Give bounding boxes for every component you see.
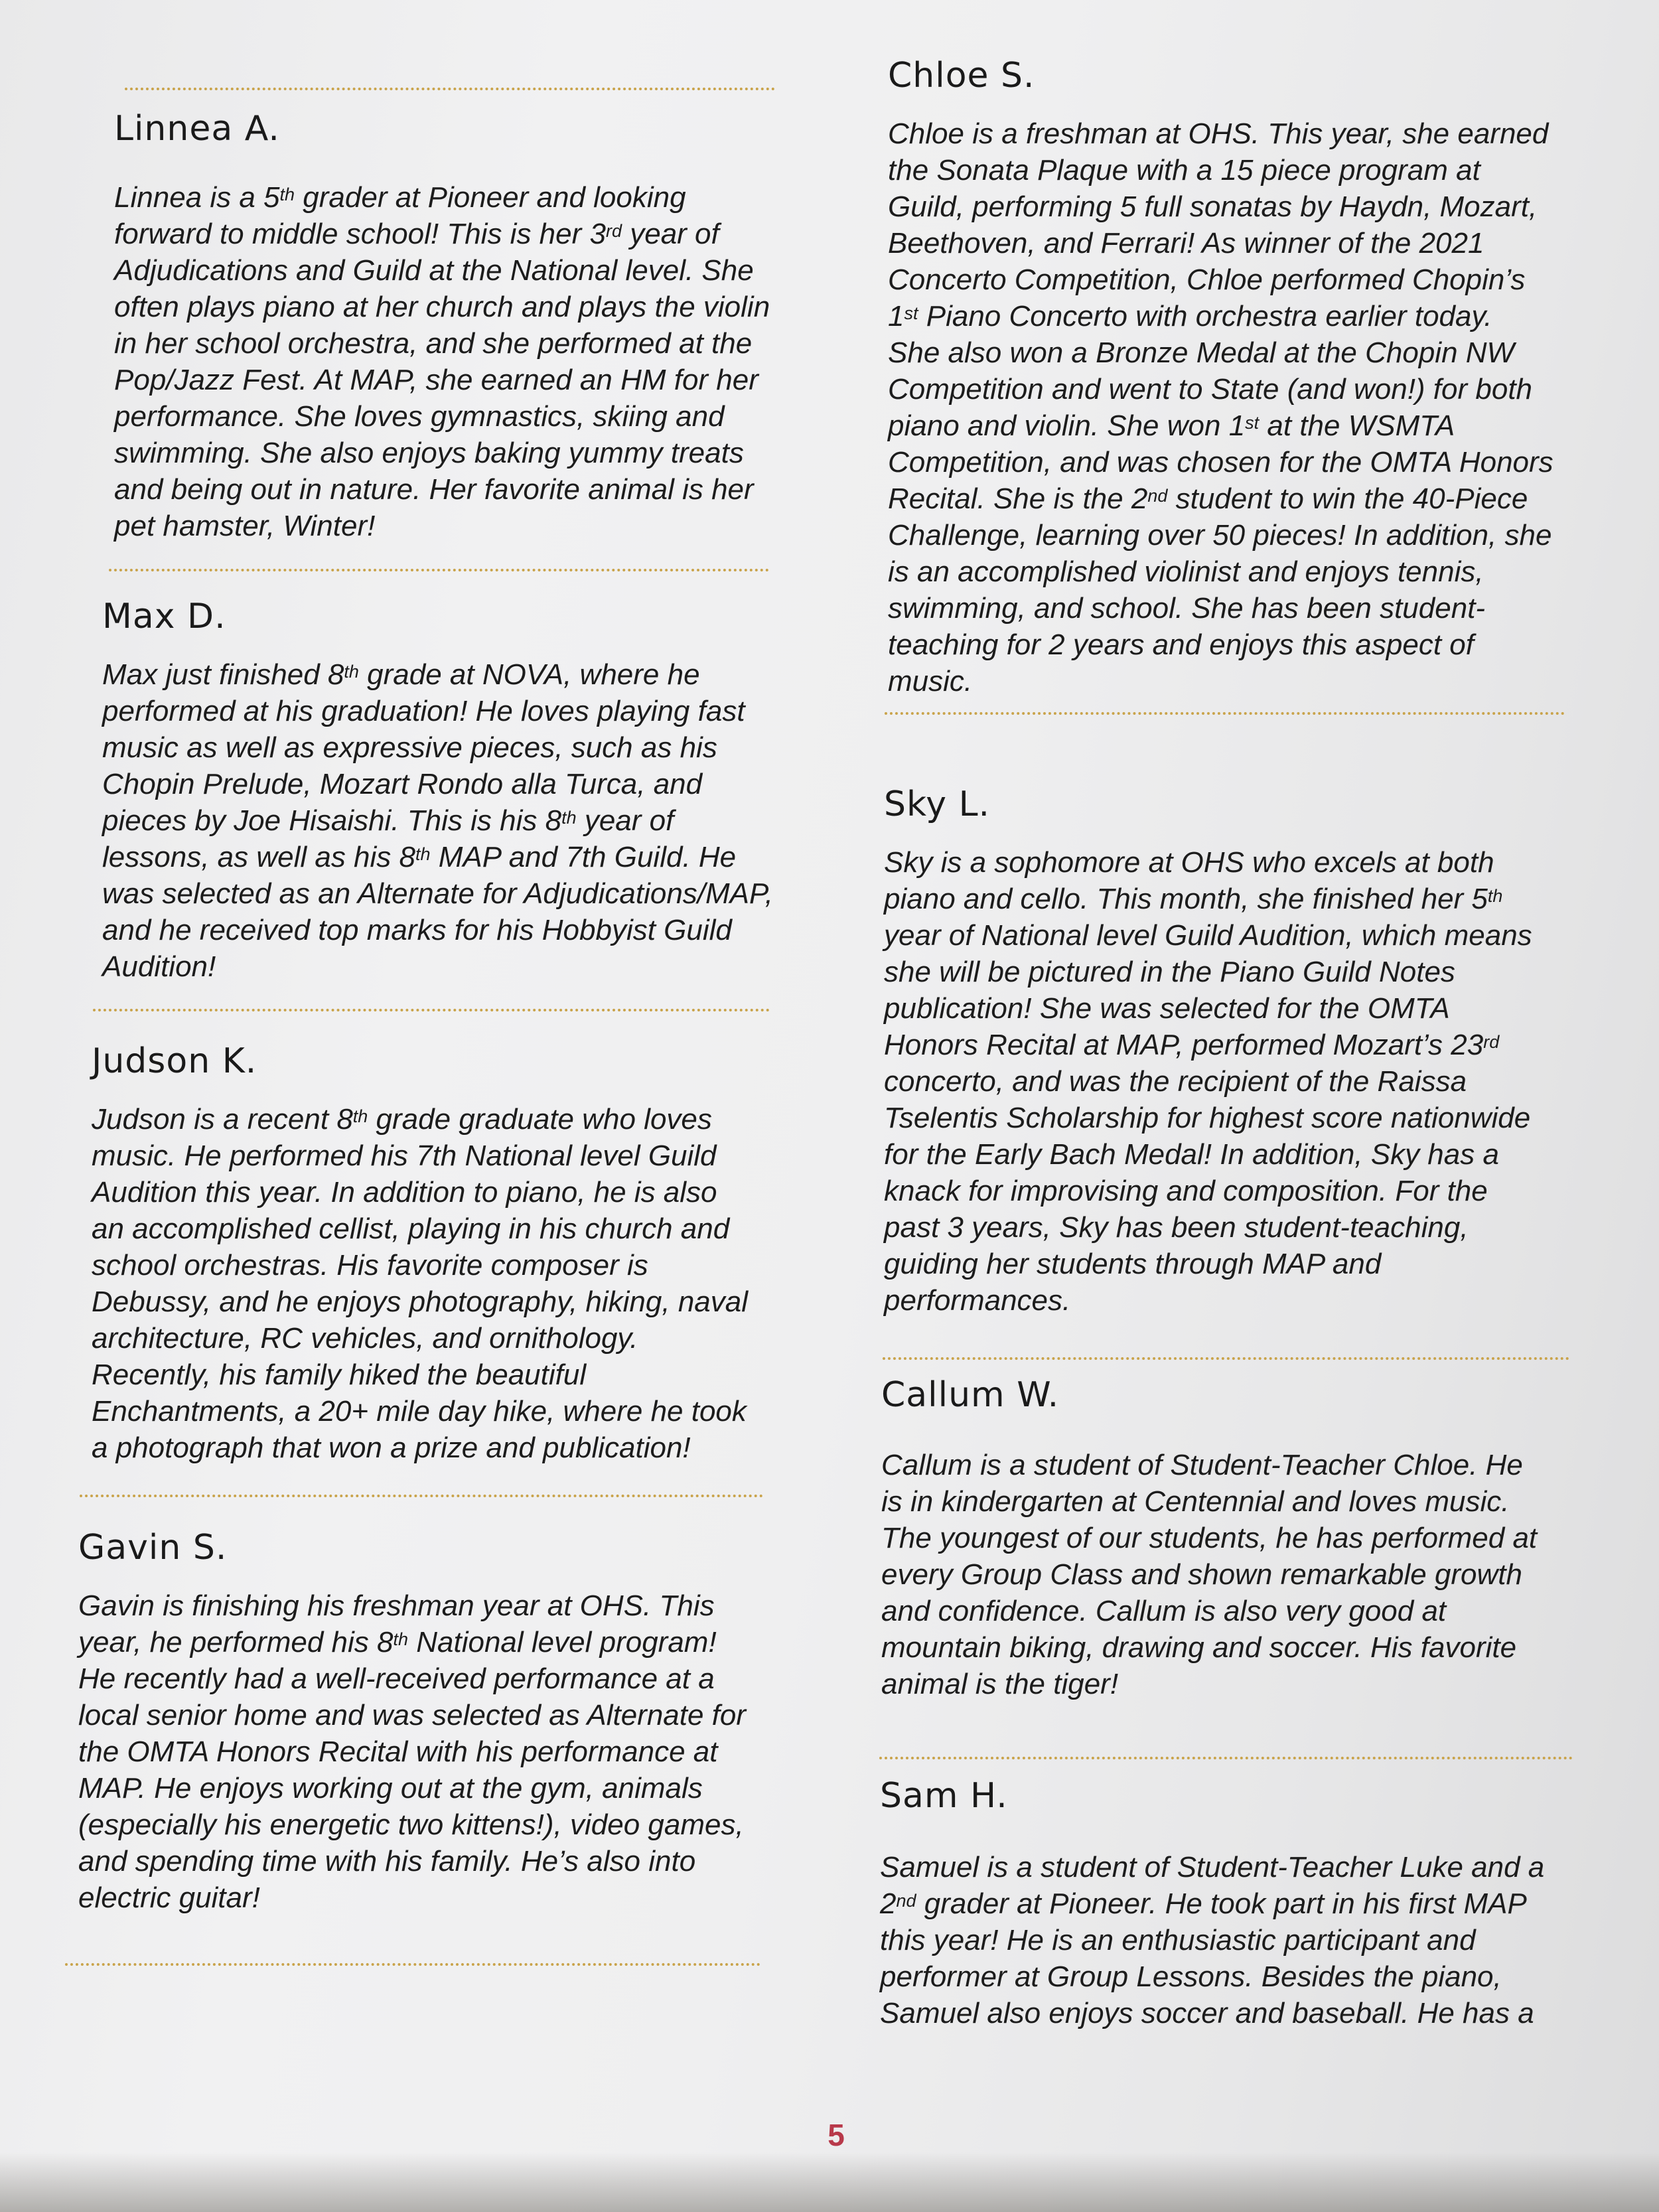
profile-bio: Callum is a student of Student-Teacher Chloe. He is in kindergarten at Centennial and loves music. The youngest of our students, he has performed at every Group Class and shown remarkable growth and confidence. Callum is also very good at mountain biking, drawing and soccer. His favorite animal is the tiger!: [881, 1449, 1538, 1700]
profile-bio: Sky is a sophomore at OHS who excels at both piano and cello. This month, she finished her 5th year of National level Guild Audition, which means she will be pictured in the Piano Guild Notes publication! She was selected for the OMTA Honors Recital at MAP, performed Mozart’s 23rd concerto, and was the recipient of the Raissa Tselentis Scholarship for highest score nationwide for the Early Bach Medal! In addition, Sky has a knack for improvising and composition. For the past 3 years, Sky has been student-teaching, guiding her students through MAP and performances.: [884, 846, 1532, 1317]
profile-name: Sam H.: [880, 1776, 1008, 1816]
divider: [65, 1963, 760, 1966]
page-number: 5: [828, 2118, 845, 2152]
divider: [883, 1357, 1569, 1360]
ordinal-suffix: th: [393, 1629, 409, 1649]
profile-callum: [881, 1375, 1538, 1702]
profile-max: [102, 599, 773, 985]
profile-bio: Chloe is a freshman at OHS. This year, she earned the Sonata Plaque with a 15 piece program at Guild, performing 5 full sonatas by Haydn, Mozart, Beethoven, and Ferrari! As winner of the 2021 Concerto Competition, Chloe performed Chopin’s 1st Piano Concerto with orchestra earlier today. She also won a Bronze Medal at the Chopin NW Competition and went to State (and won!) for both piano and violin. She won 1st at the WSMTA Competition, and was chosen for the OMTA Honors Recital. She is the 2nd student to win the 40-Piece Challenge, learning over 50 pieces! In addition, she is an accomplished violinist and enjoys tennis, swimming, and school. She has been student- teaching for 2 years and enjoys this aspect of music.: [888, 117, 1553, 698]
profile-name: Callum W.: [881, 1375, 1060, 1415]
ordinal-suffix: th: [279, 184, 295, 204]
profile-name: Max D.: [102, 597, 226, 636]
ordinal-suffix: st: [1245, 413, 1260, 433]
profile-chloe: [888, 58, 1553, 700]
divider: [125, 88, 775, 90]
ordinal-suffix: th: [415, 844, 431, 864]
ordinal-suffix: rd: [1483, 1032, 1500, 1052]
profile-bio: Linnea is a 5th grader at Pioneer and looking forward to middle school! This is her 3rd year of Adjudications and Guild at the National level. She often plays piano at her church and plays the violin in her school orchestra, and she performed at the Pop/Jazz Fest. At MAP, she earned an HM for her performance. She loves gymnastics, skiing and swimming. She also enjoys baking yummy treats and being out in nature. Her favorite animal is her pet hamster, Winter!: [114, 181, 770, 542]
profile-name: Chloe S.: [888, 56, 1035, 96]
profile-bio: Judson is a recent 8th grade graduate who loves music. He performed his 7th National level Guild Audition this year. In addition to piano, he is also an accomplished cellist, playing in his church and school orchestras. His favorite composer is Debussy, and he enjoys photography, hiking, naval architecture, RC vehicles, and ornithology. Recently, his family hiked the beautiful Enchantments, a 20+ mile day hike, where he took a photograph that won a prize and publication!: [92, 1103, 749, 1464]
profile-name: Sky L.: [884, 784, 991, 824]
ordinal-suffix: th: [344, 662, 359, 682]
divider: [80, 1495, 763, 1497]
profile-sky: [884, 784, 1532, 1319]
page-shadow: [0, 2152, 1659, 2212]
profile-judson: [92, 1041, 749, 1466]
profile-sam: [880, 1776, 1545, 2031]
profile-bio: Gavin is finishing his freshman year at OHS. This year, he performed his 8th National level program! He recently had a well-received performance at a local senior home and was selected as Alternate for the OMTA Honors Recital with his performance at MAP. He enjoys working out at the gym, animals (especially his energetic two kittens!), video games, and spending time with his family. He’s also into electric guitar!: [78, 1589, 747, 1914]
ordinal-suffix: rd: [605, 221, 622, 241]
ordinal-suffix: th: [1487, 886, 1503, 906]
profile-name: Linnea A.: [114, 109, 280, 149]
profile-bio: Samuel is a student of Student-Teacher Luke and a 2nd grader at Pioneer. He took part in his first MAP this year! He is an enthusiastic participant and performer at Group Lessons. Besides the piano, Samuel also enjoys soccer and baseball. He has a: [880, 1851, 1545, 2029]
profile-bio: Max just finished 8th grade at NOVA, where he performed at his graduation! He loves playing fast music as well as expressive pieces, such as his Chopin Prelude, Mozart Rondo alla Turca, and pieces by Joe Hisaishi. This is his 8th year of lessons, as well as his 8th MAP and 7th Guild. He was selected as an Alternate for Adjudications/MAP, and he received top marks for his Hobbyist Guild Audition!: [102, 658, 773, 983]
profile-name: Judson K.: [92, 1041, 257, 1081]
ordinal-suffix: th: [352, 1106, 368, 1126]
divider: [93, 1009, 770, 1011]
profile-linnea: [114, 111, 770, 544]
profile-name: Gavin S.: [78, 1528, 228, 1568]
profile-gavin: [78, 1530, 746, 1916]
ordinal-suffix: nd: [1147, 486, 1168, 506]
divider: [109, 569, 769, 571]
ordinal-suffix: st: [904, 303, 918, 323]
divider: [879, 1757, 1573, 1759]
ordinal-suffix: nd: [896, 1891, 916, 1911]
divider: [885, 712, 1565, 715]
ordinal-suffix: th: [561, 808, 577, 828]
